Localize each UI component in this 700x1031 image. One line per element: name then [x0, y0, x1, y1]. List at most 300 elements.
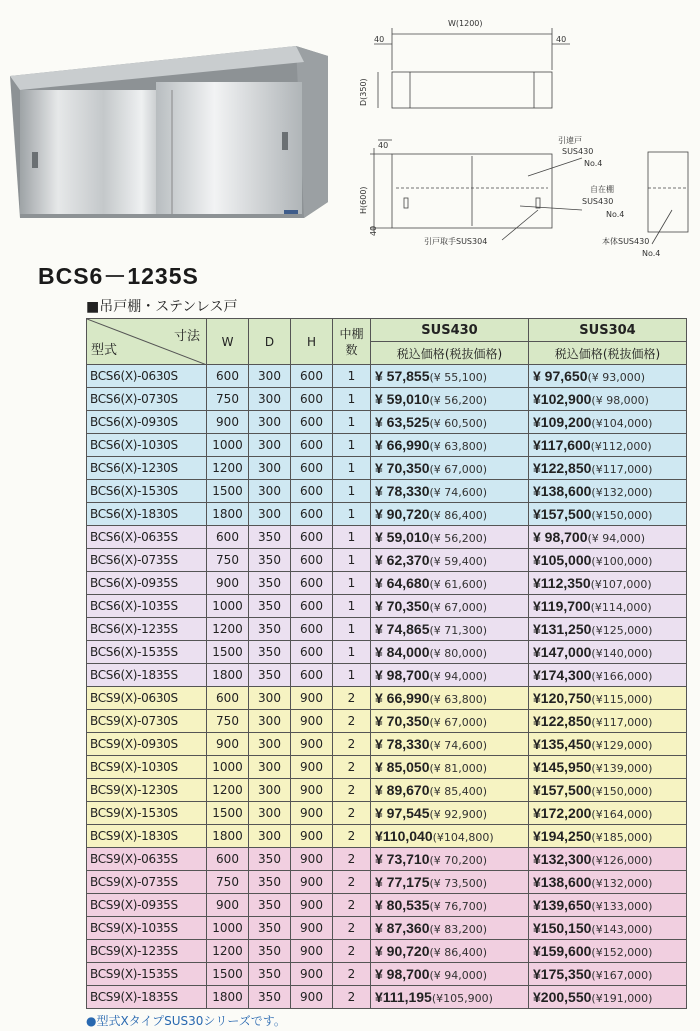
tax-excluded-price: (¥191,000)	[591, 992, 653, 1005]
table-row	[87, 848, 687, 871]
table-row	[87, 595, 687, 618]
sus430-price-cell	[371, 940, 529, 963]
price-table	[86, 318, 687, 1009]
depth-cell: 350	[249, 871, 291, 894]
shelf-count-cell: 1	[333, 503, 371, 526]
shelf-count-cell: 2	[333, 986, 371, 1009]
tax-excluded-price: (¥ 55,100)	[429, 371, 488, 384]
shelf-count-cell: 2	[333, 848, 371, 871]
depth-cell: 300	[249, 388, 291, 411]
sus304-price-cell	[529, 365, 687, 388]
width-cell: 1200	[207, 618, 249, 641]
tax-excluded-price: (¥ 61,600)	[429, 578, 488, 591]
width-cell: 1000	[207, 434, 249, 457]
body-finish: No.4	[642, 249, 661, 258]
table-row	[87, 365, 687, 388]
model-cell: BCS9(X)-1830S	[87, 825, 207, 848]
table-row	[87, 641, 687, 664]
tax-included-price: ¥174,300	[533, 667, 592, 683]
handle-label: 引戸取手SUS304	[424, 237, 488, 246]
sus430-price-cell	[371, 664, 529, 687]
model-cell: BCS6(X)-1530S	[87, 480, 207, 503]
model-cell: BCS9(X)-1835S	[87, 986, 207, 1009]
table-row	[87, 940, 687, 963]
size-header: 寸法	[173, 329, 200, 344]
sus430-price-cell	[371, 825, 529, 848]
sus430-price-cell	[371, 963, 529, 986]
sus430-price-cell	[371, 457, 529, 480]
table-row	[87, 963, 687, 986]
table-row	[87, 756, 687, 779]
table-row	[87, 388, 687, 411]
height-cell: 600	[291, 388, 333, 411]
height-cell: 900	[291, 825, 333, 848]
tax-excluded-price: (¥ 67,000)	[429, 601, 488, 614]
sus304-price-cell	[529, 549, 687, 572]
tax-included-price: ¥ 66,990	[375, 437, 430, 453]
door-material: SUS430	[562, 147, 594, 156]
sus304-price-cell	[529, 641, 687, 664]
width-cell: 1500	[207, 963, 249, 986]
model-header: 型式	[91, 343, 118, 358]
left-offset-side: 40	[369, 225, 378, 236]
sus430-price-cell	[371, 480, 529, 503]
sus430-price-cell	[371, 710, 529, 733]
tax-excluded-price: (¥ 94,000)	[429, 969, 488, 982]
height-cell: 600	[291, 411, 333, 434]
sus304-price-cell	[529, 503, 687, 526]
depth-cell: 300	[249, 365, 291, 388]
tax-included-price: ¥ 87,360	[375, 920, 430, 936]
tax-excluded-price: (¥100,000)	[591, 555, 653, 568]
height-cell: 900	[291, 802, 333, 825]
shelf-count-cell: 1	[333, 549, 371, 572]
tax-included-price: ¥119,700	[533, 598, 591, 614]
model-cell: BCS9(X)-0935S	[87, 894, 207, 917]
depth-cell: 350	[249, 894, 291, 917]
shelf-count-cell: 2	[333, 802, 371, 825]
width-cell: 600	[207, 526, 249, 549]
sus304-price-cell	[529, 871, 687, 894]
sus430-price-cell	[371, 756, 529, 779]
tax-included-price: ¥ 63,525	[375, 414, 430, 430]
tax-included-price: ¥ 74,865	[375, 621, 430, 637]
sus430-price-cell	[371, 871, 529, 894]
tax-included-price: ¥ 85,050	[375, 759, 430, 775]
model-cell: BCS6(X)-0930S	[87, 411, 207, 434]
tax-excluded-price: (¥185,000)	[591, 831, 653, 844]
tax-included-price: ¥ 97,650	[533, 368, 588, 384]
sus304-price-cell	[529, 526, 687, 549]
table-row	[87, 618, 687, 641]
height-cell: 600	[291, 595, 333, 618]
height-cell: 900	[291, 963, 333, 986]
width-cell: 1500	[207, 802, 249, 825]
tax-excluded-price: (¥152,000)	[591, 946, 653, 959]
tax-excluded-price: (¥104,000)	[591, 417, 653, 430]
table-row	[87, 986, 687, 1009]
tax-excluded-price: (¥105,900)	[431, 992, 493, 1005]
tax-included-price: ¥138,600	[533, 483, 592, 499]
tax-excluded-price: (¥125,000)	[591, 624, 653, 637]
tax-excluded-price: (¥ 93,000)	[587, 371, 646, 384]
sus430-price-cell	[371, 802, 529, 825]
h-header: H	[291, 319, 333, 365]
table-row	[87, 687, 687, 710]
sus430-price-cell	[371, 917, 529, 940]
model-cell: BCS6(X)-0635S	[87, 526, 207, 549]
left-offset-top: 40	[374, 35, 385, 44]
tax-included-price: ¥ 89,670	[375, 782, 430, 798]
shelf-count-cell: 1	[333, 434, 371, 457]
shelf-count-cell: 1	[333, 480, 371, 503]
width-cell: 1200	[207, 457, 249, 480]
tax-excluded-price: (¥ 85,400)	[429, 785, 488, 798]
body-label: 本体SUS430	[602, 237, 650, 246]
shelf-count-cell: 2	[333, 940, 371, 963]
height-cell: 900	[291, 779, 333, 802]
shelf-count-cell: 2	[333, 733, 371, 756]
model-cell: BCS6(X)-0630S	[87, 365, 207, 388]
sus304-price-header	[529, 342, 687, 365]
depth-cell: 300	[249, 756, 291, 779]
tax-excluded-price: (¥ 67,000)	[429, 463, 488, 476]
tax-included-price: ¥172,200	[533, 805, 592, 821]
height-cell: 600	[291, 641, 333, 664]
height-cell: 600	[291, 457, 333, 480]
table-row	[87, 572, 687, 595]
width-cell: 1200	[207, 940, 249, 963]
height-cell: 900	[291, 917, 333, 940]
height-cell: 600	[291, 526, 333, 549]
tax-included-price: ¥120,750	[533, 690, 592, 706]
tax-included-price: ¥ 66,990	[375, 690, 430, 706]
height-cell: 600	[291, 434, 333, 457]
depth-cell: 350	[249, 572, 291, 595]
width-cell: 900	[207, 894, 249, 917]
sus430-price-header	[371, 342, 529, 365]
model-cell: BCS9(X)-0930S	[87, 733, 207, 756]
width-cell: 1500	[207, 641, 249, 664]
tax-excluded-price: (¥ 80,000)	[429, 647, 488, 660]
table-row	[87, 457, 687, 480]
tax-excluded-price: (¥ 56,200)	[429, 532, 488, 545]
width-cell: 750	[207, 871, 249, 894]
sus304-price-cell	[529, 940, 687, 963]
tax-excluded-price: (¥117,000)	[591, 463, 653, 476]
tax-included-price: ¥ 78,330	[375, 483, 430, 499]
sus304-price-cell	[529, 434, 687, 457]
table-row	[87, 802, 687, 825]
shelf-material: SUS430	[582, 197, 614, 206]
tax-excluded-price: (¥ 63,800)	[429, 440, 488, 453]
height-cell: 900	[291, 894, 333, 917]
tax-included-price: ¥ 73,710	[375, 851, 430, 867]
model-title: BCS6－1235S	[38, 263, 199, 289]
table-row	[87, 917, 687, 940]
tax-excluded-price: (¥ 92,900)	[429, 808, 488, 821]
shelf-count-cell: 1	[333, 365, 371, 388]
shelf-count-cell: 1	[333, 411, 371, 434]
height-cell: 900	[291, 687, 333, 710]
shelf-count-cell: 2	[333, 687, 371, 710]
tax-excluded-price: (¥164,000)	[591, 808, 653, 821]
height-cell: 900	[291, 710, 333, 733]
height-cell: 900	[291, 756, 333, 779]
shelf-count-cell: 1	[333, 664, 371, 687]
cabinet-photo	[6, 42, 332, 238]
tax-excluded-price: (¥115,000)	[591, 693, 653, 706]
sus430-price-cell	[371, 526, 529, 549]
tax-included-price: ¥194,250	[533, 828, 592, 844]
depth-cell: 300	[249, 434, 291, 457]
shelf-count-cell: 2	[333, 710, 371, 733]
sus304-price-cell	[529, 572, 687, 595]
sus430-price-cell	[371, 365, 529, 388]
price-table-body	[87, 365, 687, 1009]
depth-cell: 350	[249, 526, 291, 549]
sus430-price-cell	[371, 733, 529, 756]
tax-excluded-price: (¥117,000)	[591, 716, 653, 729]
tax-excluded-price: (¥104,800)	[432, 831, 494, 844]
width-cell: 900	[207, 411, 249, 434]
width-cell: 1800	[207, 503, 249, 526]
depth-cell: 300	[249, 687, 291, 710]
height-cell: 900	[291, 848, 333, 871]
tax-included-price: ¥157,500	[533, 506, 592, 522]
table-row	[87, 480, 687, 503]
sus304-price-cell	[529, 894, 687, 917]
tax-excluded-price: (¥129,000)	[591, 739, 653, 752]
sus430-price-cell	[371, 503, 529, 526]
tax-included-price: ¥ 78,330	[375, 736, 430, 752]
tax-included-price: ¥ 70,350	[375, 598, 430, 614]
sus430-header: SUS430	[371, 319, 529, 342]
tax-excluded-price: (¥ 83,200)	[429, 923, 488, 936]
model-cell: BCS6(X)-1535S	[87, 641, 207, 664]
depth-cell: 350	[249, 940, 291, 963]
tax-in-label: 税込価格	[396, 346, 445, 361]
model-cell: BCS6(X)-0935S	[87, 572, 207, 595]
tax-excluded-price: (¥ 86,400)	[429, 509, 488, 522]
table-row	[87, 710, 687, 733]
tax-ex-label: (税抜価格)	[602, 346, 661, 361]
tax-excluded-price: (¥ 81,000)	[429, 762, 488, 775]
shelf-count-cell: 2	[333, 917, 371, 940]
depth-cell: 300	[249, 802, 291, 825]
width-cell: 600	[207, 365, 249, 388]
tax-excluded-price: (¥133,000)	[591, 900, 653, 913]
width-cell: 1800	[207, 825, 249, 848]
tax-included-price: ¥ 57,855	[375, 368, 430, 384]
tax-excluded-price: (¥140,000)	[591, 647, 653, 660]
shelf-count-cell: 1	[333, 572, 371, 595]
depth-cell: 300	[249, 503, 291, 526]
model-cell: BCS6(X)-0735S	[87, 549, 207, 572]
sus430-price-cell	[371, 986, 529, 1009]
tax-excluded-price: (¥ 71,300)	[429, 624, 488, 637]
height-cell: 900	[291, 986, 333, 1009]
tax-included-price: ¥132,300	[533, 851, 592, 867]
table-row	[87, 549, 687, 572]
depth-cell: 300	[249, 733, 291, 756]
model-cell: BCS9(X)-1535S	[87, 963, 207, 986]
depth-cell: 300	[249, 480, 291, 503]
height-dim: H(600)	[359, 186, 368, 214]
height-cell: 600	[291, 618, 333, 641]
tax-included-price: ¥175,350	[533, 966, 592, 982]
sus304-price-cell	[529, 687, 687, 710]
depth-cell: 350	[249, 664, 291, 687]
model-size-header	[87, 319, 207, 365]
width-cell: 750	[207, 710, 249, 733]
tax-ex-label: (税抜価格)	[444, 346, 503, 361]
shelf-count-cell: 1	[333, 526, 371, 549]
depth-cell: 350	[249, 618, 291, 641]
sus304-price-cell	[529, 457, 687, 480]
sus304-price-cell	[529, 802, 687, 825]
width-cell: 1800	[207, 986, 249, 1009]
tax-included-price: ¥ 64,680	[375, 575, 430, 591]
width-dim: W(1200)	[448, 19, 483, 28]
sus304-price-cell	[529, 986, 687, 1009]
width-cell: 750	[207, 549, 249, 572]
table-row	[87, 779, 687, 802]
section-title: ■吊戸棚・ステンレス戸	[86, 299, 238, 315]
tax-included-price: ¥159,600	[533, 943, 592, 959]
shelf-count-cell: 1	[333, 595, 371, 618]
tax-included-price: ¥ 98,700	[375, 667, 430, 683]
sus304-price-cell	[529, 825, 687, 848]
model-cell: BCS6(X)-1030S	[87, 434, 207, 457]
depth-cell: 350	[249, 917, 291, 940]
width-cell: 1000	[207, 595, 249, 618]
sus430-price-cell	[371, 595, 529, 618]
sus304-price-cell	[529, 756, 687, 779]
tax-excluded-price: (¥ 63,800)	[429, 693, 488, 706]
tax-included-price: ¥135,450	[533, 736, 592, 752]
width-cell: 1200	[207, 779, 249, 802]
model-cell: BCS6(X)-1835S	[87, 664, 207, 687]
depth-cell: 300	[249, 779, 291, 802]
d-header: D	[249, 319, 291, 365]
tax-excluded-price: (¥ 59,400)	[429, 555, 488, 568]
shelf-count-cell: 2	[333, 963, 371, 986]
left-offset-front: 40	[378, 141, 389, 150]
model-cell: BCS9(X)-1030S	[87, 756, 207, 779]
tax-excluded-price: (¥112,000)	[590, 440, 652, 453]
tax-in-label: 税込価格	[554, 346, 603, 361]
tax-excluded-price: (¥107,000)	[590, 578, 652, 591]
tax-included-price: ¥ 90,720	[375, 943, 430, 959]
table-row	[87, 894, 687, 917]
tax-included-price: ¥ 80,535	[375, 897, 430, 913]
tax-included-price: ¥105,000	[533, 552, 592, 568]
sus304-header: SUS304	[529, 319, 687, 342]
tax-excluded-price: (¥132,000)	[591, 877, 653, 890]
sus304-price-cell	[529, 963, 687, 986]
door-label: 引違戸	[558, 136, 582, 145]
tax-included-price: ¥145,950	[533, 759, 592, 775]
technical-drawing	[352, 10, 697, 272]
model-cell: BCS9(X)-1235S	[87, 940, 207, 963]
tax-included-price: ¥ 59,010	[375, 529, 430, 545]
tax-included-price: ¥157,500	[533, 782, 592, 798]
depth-cell: 350	[249, 963, 291, 986]
tax-included-price: ¥122,850	[533, 713, 592, 729]
sus430-price-cell	[371, 779, 529, 802]
table-row	[87, 871, 687, 894]
model-cell: BCS6(X)-1230S	[87, 457, 207, 480]
sus304-price-cell	[529, 664, 687, 687]
sus304-price-cell	[529, 411, 687, 434]
model-cell: BCS9(X)-0735S	[87, 871, 207, 894]
height-cell: 600	[291, 572, 333, 595]
tax-excluded-price: (¥ 74,600)	[429, 486, 488, 499]
depth-cell: 350	[249, 549, 291, 572]
table-row	[87, 526, 687, 549]
tax-excluded-price: (¥150,000)	[591, 785, 653, 798]
model-cell: BCS9(X)-0730S	[87, 710, 207, 733]
height-cell: 600	[291, 480, 333, 503]
depth-dim: D(350)	[359, 78, 368, 106]
tax-excluded-price: (¥ 94,000)	[429, 670, 488, 683]
model-cell: BCS9(X)-1530S	[87, 802, 207, 825]
tax-included-price: ¥ 70,350	[375, 713, 430, 729]
sus430-price-cell	[371, 618, 529, 641]
model-cell: BCS6(X)-1830S	[87, 503, 207, 526]
width-cell: 1000	[207, 917, 249, 940]
tax-excluded-price: (¥166,000)	[591, 670, 653, 683]
tax-included-price: ¥ 98,700	[533, 529, 588, 545]
tax-excluded-price: (¥150,000)	[591, 509, 653, 522]
depth-cell: 350	[249, 595, 291, 618]
w-header: W	[207, 319, 249, 365]
tax-excluded-price: (¥ 86,400)	[429, 946, 488, 959]
tax-included-price: ¥102,900	[533, 391, 592, 407]
depth-cell: 300	[249, 710, 291, 733]
tax-excluded-price: (¥ 94,000)	[587, 532, 646, 545]
tax-included-price: ¥ 84,000	[375, 644, 430, 660]
height-cell: 900	[291, 871, 333, 894]
tax-excluded-price: (¥ 76,700)	[429, 900, 488, 913]
width-cell: 600	[207, 848, 249, 871]
tax-excluded-price: (¥143,000)	[591, 923, 653, 936]
height-cell: 600	[291, 503, 333, 526]
sus304-price-cell	[529, 917, 687, 940]
depth-cell: 350	[249, 848, 291, 871]
height-cell: 900	[291, 940, 333, 963]
sus304-price-cell	[529, 733, 687, 756]
sus430-price-cell	[371, 388, 529, 411]
tax-included-price: ¥200,550	[533, 989, 592, 1005]
model-cell: BCS9(X)-1035S	[87, 917, 207, 940]
tax-included-price: ¥ 98,700	[375, 966, 430, 982]
height-cell: 600	[291, 549, 333, 572]
tax-included-price: ¥ 62,370	[375, 552, 430, 568]
tax-included-price: ¥112,350	[533, 575, 591, 591]
shelf-count-cell: 2	[333, 779, 371, 802]
shelf-finish: No.4	[606, 210, 625, 219]
sus304-price-cell	[529, 618, 687, 641]
depth-cell: 300	[249, 411, 291, 434]
depth-cell: 350	[249, 641, 291, 664]
depth-cell: 350	[249, 986, 291, 1009]
width-cell: 1500	[207, 480, 249, 503]
tax-included-price: ¥122,850	[533, 460, 592, 476]
model-cell: BCS6(X)-1235S	[87, 618, 207, 641]
depth-cell: 300	[249, 457, 291, 480]
